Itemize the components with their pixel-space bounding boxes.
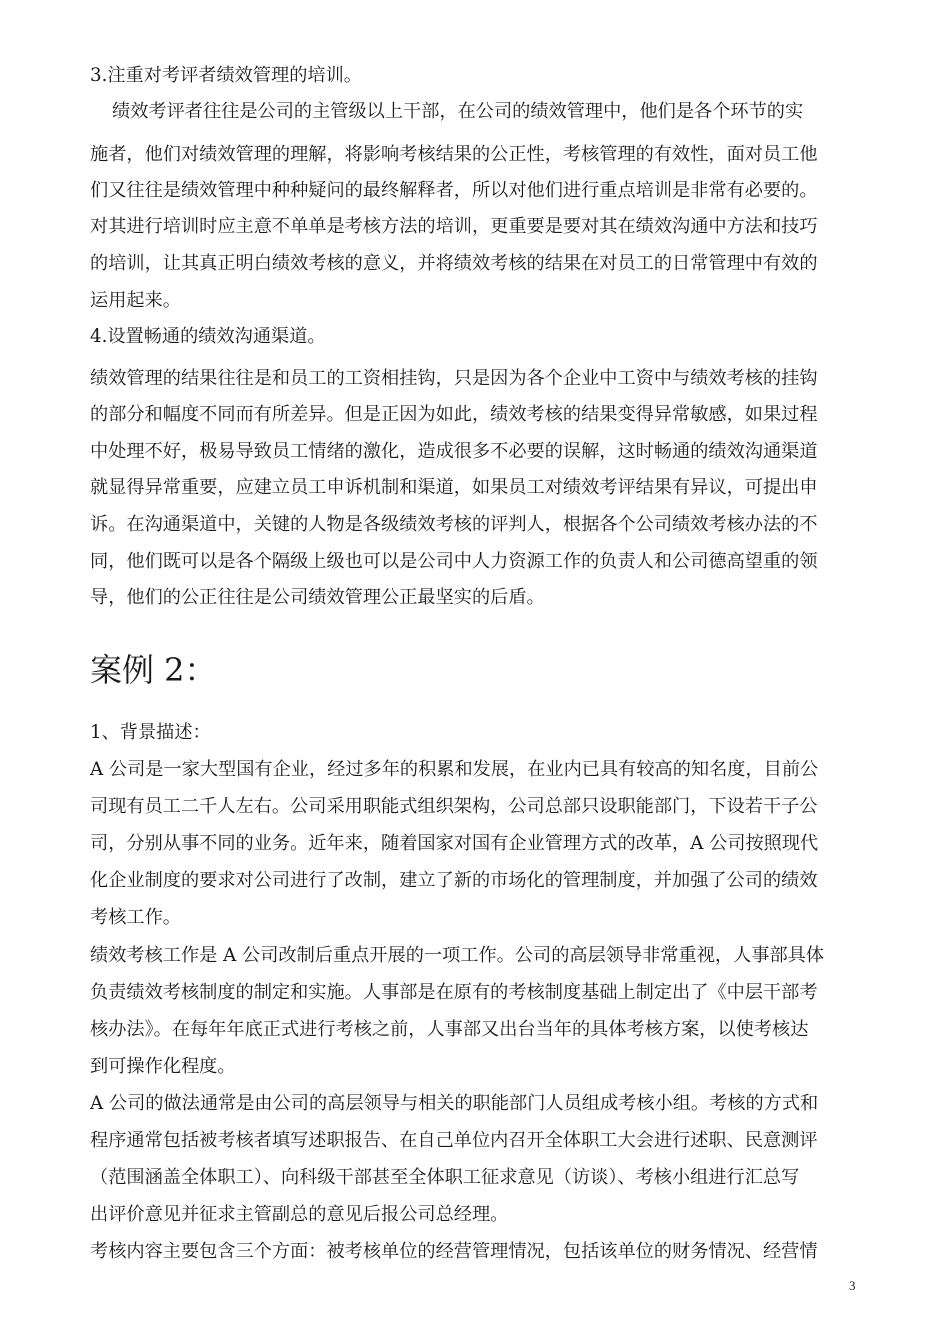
section-3-paragraph-line: 运用起来。 [90, 290, 181, 311]
case-2-title: 案例 2： [90, 651, 217, 689]
section-3-paragraph-line: 绩效考评者往往是公司的主管级以上干部，在公司的绩效管理中，他们是各个环节的实 [112, 101, 804, 122]
section-4-paragraph-line: 导，他们的公正往往是公司绩效管理公正最坚实的后盾。 [90, 587, 545, 608]
section-4-paragraph-line: 中处理不好，极易导致员工情绪的激化，造成很多不必要的误解，这时畅通的绩效沟通渠道 [90, 441, 818, 462]
case-2-paragraph-line: 负责绩效考核制度的制定和实施。人事部是在原有的考核制度基础上制定出了《中层干部考 [90, 982, 818, 1003]
case-2-paragraph-line: A 公司是一家大型国有企业，经过多年的积累和发展，在业内已具有较高的知名度，目前公 [90, 759, 819, 780]
section-4-heading: 4.设置畅通的绩效沟通渠道。 [90, 326, 326, 347]
case-2-paragraph-line: 考核内容主要包含三个方面：被考核单位的经营管理情况，包括该单位的财务情况、经营情 [90, 1241, 818, 1262]
background-heading: 1、背景描述： [90, 722, 211, 743]
case-2-paragraph-line: 绩效考核工作是 A 公司改制后重点开展的一项工作。公司的高层领导非常重视，人事部具体 [90, 945, 825, 966]
case-2-paragraph-line: 到可操作化程度。 [90, 1056, 236, 1077]
case-2-paragraph-line: 司，分别从事不同的业务。近年来，随着国家对国有企业管理方式的改革，A 公司按照现代 [90, 833, 819, 854]
section-4-paragraph-line: 同，他们既可以是各个隔级上级也可以是公司中人力资源工作的负责人和公司德高望重的领 [90, 551, 818, 572]
case-2-paragraph-line: A 公司的做法通常是由公司的高层领导与相关的职能部门人员组成考核小组。考核的方式和 [90, 1093, 819, 1114]
case-2-paragraph-line: 程序通常包括被考核者填写述职报告、在自己单位内召开全体职工大会进行述职、民意测评 [90, 1130, 818, 1151]
case-2-paragraph-line: 化企业制度的要求对公司进行了改制，建立了新的市场化的管理制度，并加强了公司的绩效 [90, 870, 818, 891]
page-number: 3 [849, 1278, 856, 1293]
section-4-paragraph-line: 诉。在沟通渠道中，关键的人物是各级绩效考核的评判人，根据各个公司绩效考核办法的不 [90, 514, 818, 535]
case-2-paragraph-line: 司现有员工二千人左右。公司采用职能式组织架构，公司总部只设职能部门，下设若干子公 [90, 796, 818, 817]
section-3-paragraph-line: 对其进行培训时应主意不单单是考核方法的培训，更重要是要对其在绩效沟通中方法和技巧 [90, 216, 818, 237]
section-3-paragraph-line: 施者，他们对绩效管理的理解，将影响考核结果的公正性，考核管理的有效性，面对员工他 [90, 144, 818, 165]
case-2-paragraph-line: 核办法》。在每年年底正式进行考核之前，人事部又出台当年的具体考核方案，以使考核达 [90, 1019, 809, 1040]
section-4-paragraph-line: 就显得异常重要，应建立员工申诉机制和渠道，如果员工对绩效考评结果有异议，可提出申 [90, 477, 818, 498]
section-3-paragraph-line: 们又往往是绩效管理中种种疑问的最终解释者，所以对他们进行重点培训是非常有必要的。 [90, 180, 818, 201]
section-3-paragraph-line: 的培训，让其真正明白绩效考核的意义，并将绩效考核的结果在对员工的日常管理中有效的 [90, 253, 818, 274]
section-4-paragraph-line: 的部分和幅度不同而有所差异。但是正因为如此，绩效考核的结果变得异常敏感，如果过程 [90, 404, 818, 425]
case-2-paragraph-line: 考核工作。 [90, 907, 181, 928]
case-2-paragraph-line: 出评价意见并征求主管副总的意见后报公司总经理。 [90, 1204, 509, 1225]
case-2-paragraph-line: （范围涵盖全体职工）、向科级干部甚至全体职工征求意见（访谈）、考核小组进行汇总写 [90, 1167, 800, 1188]
section-4-paragraph-line: 绩效管理的结果往往是和员工的工资相挂钩，只是因为各个企业中工资中与绩效考核的挂钩 [90, 368, 818, 389]
section-3-heading: 3.注重对考评者绩效管理的培训。 [90, 65, 362, 86]
